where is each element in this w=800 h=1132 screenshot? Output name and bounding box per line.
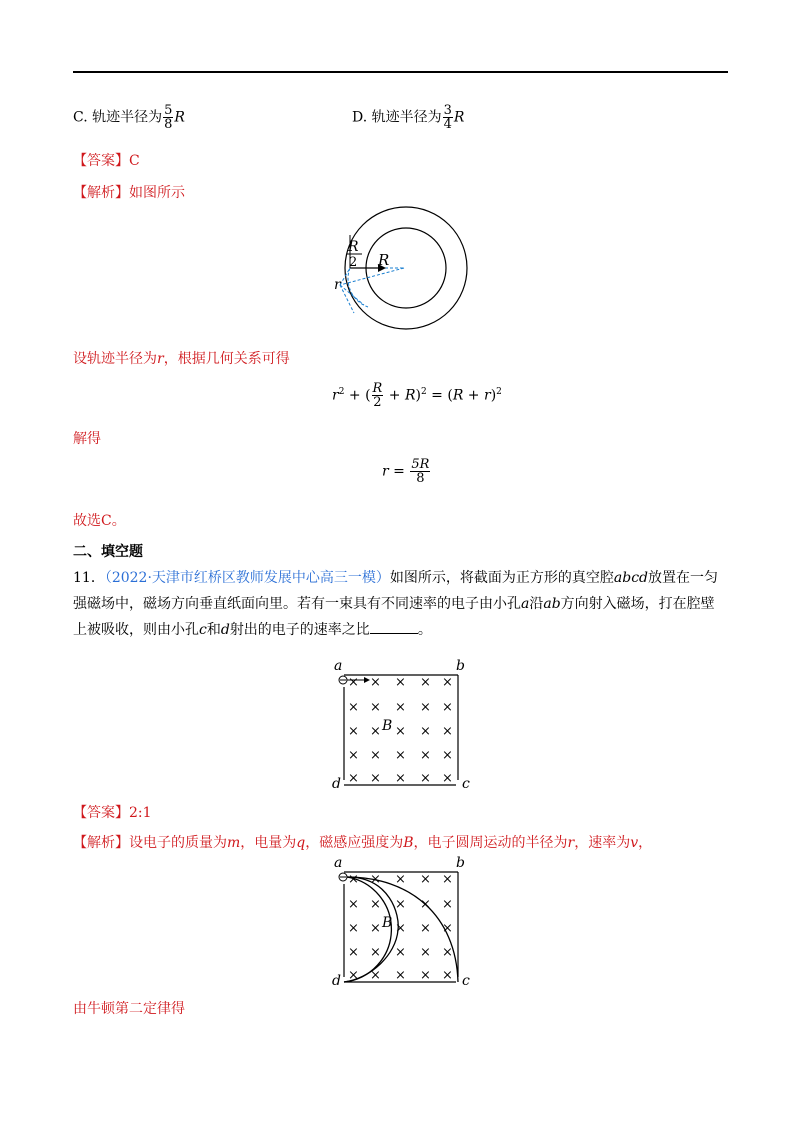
svg-text:×: × bbox=[420, 771, 431, 786]
svg-text:×: × bbox=[420, 748, 431, 763]
svg-text:c: c bbox=[462, 973, 470, 989]
svg-text:×: × bbox=[442, 748, 453, 763]
section-title: 二、填空题 bbox=[73, 544, 143, 560]
option-d: D. 轨迹半径为 $\frac{3}{4}$ R bbox=[352, 103, 465, 132]
svg-text:×: × bbox=[395, 700, 406, 715]
svg-text:×: × bbox=[442, 724, 453, 739]
svg-text:×: × bbox=[395, 724, 406, 739]
svg-text:×: × bbox=[395, 897, 406, 912]
svg-text:×: × bbox=[442, 675, 453, 690]
svg-text:×: × bbox=[348, 700, 359, 715]
svg-text:×: × bbox=[395, 921, 406, 936]
equation-2: r = $\frac{5R}{8}$ bbox=[382, 457, 430, 486]
label-R: R bbox=[378, 251, 390, 269]
svg-text:×: × bbox=[395, 771, 406, 786]
ring-figure bbox=[320, 205, 480, 335]
svg-text:×: × bbox=[395, 748, 406, 763]
svg-text:×: × bbox=[420, 872, 431, 887]
svg-text:a: a bbox=[334, 855, 343, 871]
cross-grid bbox=[348, 675, 453, 786]
svg-text:d: d bbox=[332, 973, 341, 989]
svg-text:×: × bbox=[348, 771, 359, 786]
svg-text:×: × bbox=[442, 968, 453, 983]
field-figure-2 bbox=[330, 855, 480, 990]
q10-analysis: 【解析】如图所示 bbox=[73, 185, 185, 201]
q11-text: 11．（2022·天津市红桥区教师发展中心高三一模）如图所示，将截面为正方形的真空腔abcd放置在一匀 强磁场中，磁场方向垂直纸面向里。若有一束具有不同速率的电子由小孔a沿ab方向射入磁场，打在腔壁 上被吸收，则由小孔c和d射出的电子的速率之比 。 bbox=[73, 570, 719, 638]
svg-text:×: × bbox=[420, 921, 431, 936]
svg-text:×: × bbox=[348, 921, 359, 936]
q11-analysis: 【解析】设电子的质量为m，电量为q，磁感应强度为B，电子圆周运动的半径为r，速率为v， bbox=[73, 835, 653, 851]
q10-answer: 【答案】C bbox=[73, 153, 140, 169]
svg-text:×: × bbox=[395, 968, 406, 983]
label-R-num: R bbox=[348, 239, 359, 255]
q11-newton: 由牛顿第二定律得 bbox=[73, 1001, 185, 1017]
svg-text:×: × bbox=[370, 872, 381, 887]
q10-set-text: 设轨迹半径为r，根据几何关系可得 bbox=[73, 351, 290, 367]
svg-text:×: × bbox=[370, 968, 381, 983]
answer-blank bbox=[370, 619, 418, 634]
svg-text:b: b bbox=[456, 855, 465, 871]
field-figure-1 bbox=[330, 658, 480, 793]
cross-grid-2 bbox=[348, 872, 453, 983]
svg-text:×: × bbox=[442, 897, 453, 912]
svg-text:×: × bbox=[370, 897, 381, 912]
label-R-den: 2 bbox=[349, 255, 358, 270]
q10-solve: 解得 bbox=[73, 431, 101, 447]
trajectory-arc bbox=[348, 268, 368, 307]
svg-text:×: × bbox=[395, 872, 406, 887]
header-rule bbox=[73, 71, 728, 73]
svg-text:×: × bbox=[348, 968, 359, 983]
svg-text:×: × bbox=[442, 945, 453, 960]
svg-text:×: × bbox=[442, 771, 453, 786]
option-c: C. 轨迹半径为 $\frac{5}{8}$ R bbox=[73, 103, 185, 132]
q11-answer: 【答案】2:1 bbox=[73, 805, 152, 821]
svg-text:×: × bbox=[395, 675, 406, 690]
svg-text:×: × bbox=[370, 675, 381, 690]
svg-text:×: × bbox=[395, 945, 406, 960]
svg-text:×: × bbox=[420, 700, 431, 715]
svg-text:×: × bbox=[442, 872, 453, 887]
svg-text:×: × bbox=[348, 675, 359, 690]
svg-text:×: × bbox=[420, 968, 431, 983]
svg-text:×: × bbox=[370, 921, 381, 936]
svg-text:×: × bbox=[420, 675, 431, 690]
svg-text:×: × bbox=[370, 945, 381, 960]
svg-text:B: B bbox=[382, 915, 393, 931]
svg-text:×: × bbox=[370, 700, 381, 715]
svg-text:b: b bbox=[456, 658, 465, 674]
svg-text:×: × bbox=[420, 724, 431, 739]
svg-text:×: × bbox=[348, 872, 359, 887]
svg-text:×: × bbox=[420, 945, 431, 960]
svg-text:B: B bbox=[382, 718, 393, 734]
svg-text:×: × bbox=[348, 897, 359, 912]
equation-1: $r^2$ + ( $\frac{R}{2}$ + $R)^2 = (R + r)^2$ bbox=[332, 381, 502, 410]
label-r: r bbox=[334, 277, 341, 293]
svg-text:×: × bbox=[442, 700, 453, 715]
svg-text:×: × bbox=[370, 724, 381, 739]
svg-text:c: c bbox=[462, 776, 470, 792]
svg-text:×: × bbox=[348, 945, 359, 960]
svg-text:×: × bbox=[442, 921, 453, 936]
svg-text:×: × bbox=[348, 724, 359, 739]
q10-conclusion: 故选C。 bbox=[73, 513, 126, 529]
svg-text:×: × bbox=[348, 748, 359, 763]
svg-text:d: d bbox=[332, 776, 341, 792]
svg-text:a: a bbox=[334, 658, 343, 674]
svg-text:×: × bbox=[420, 897, 431, 912]
svg-text:×: × bbox=[370, 771, 381, 786]
svg-text:×: × bbox=[370, 748, 381, 763]
